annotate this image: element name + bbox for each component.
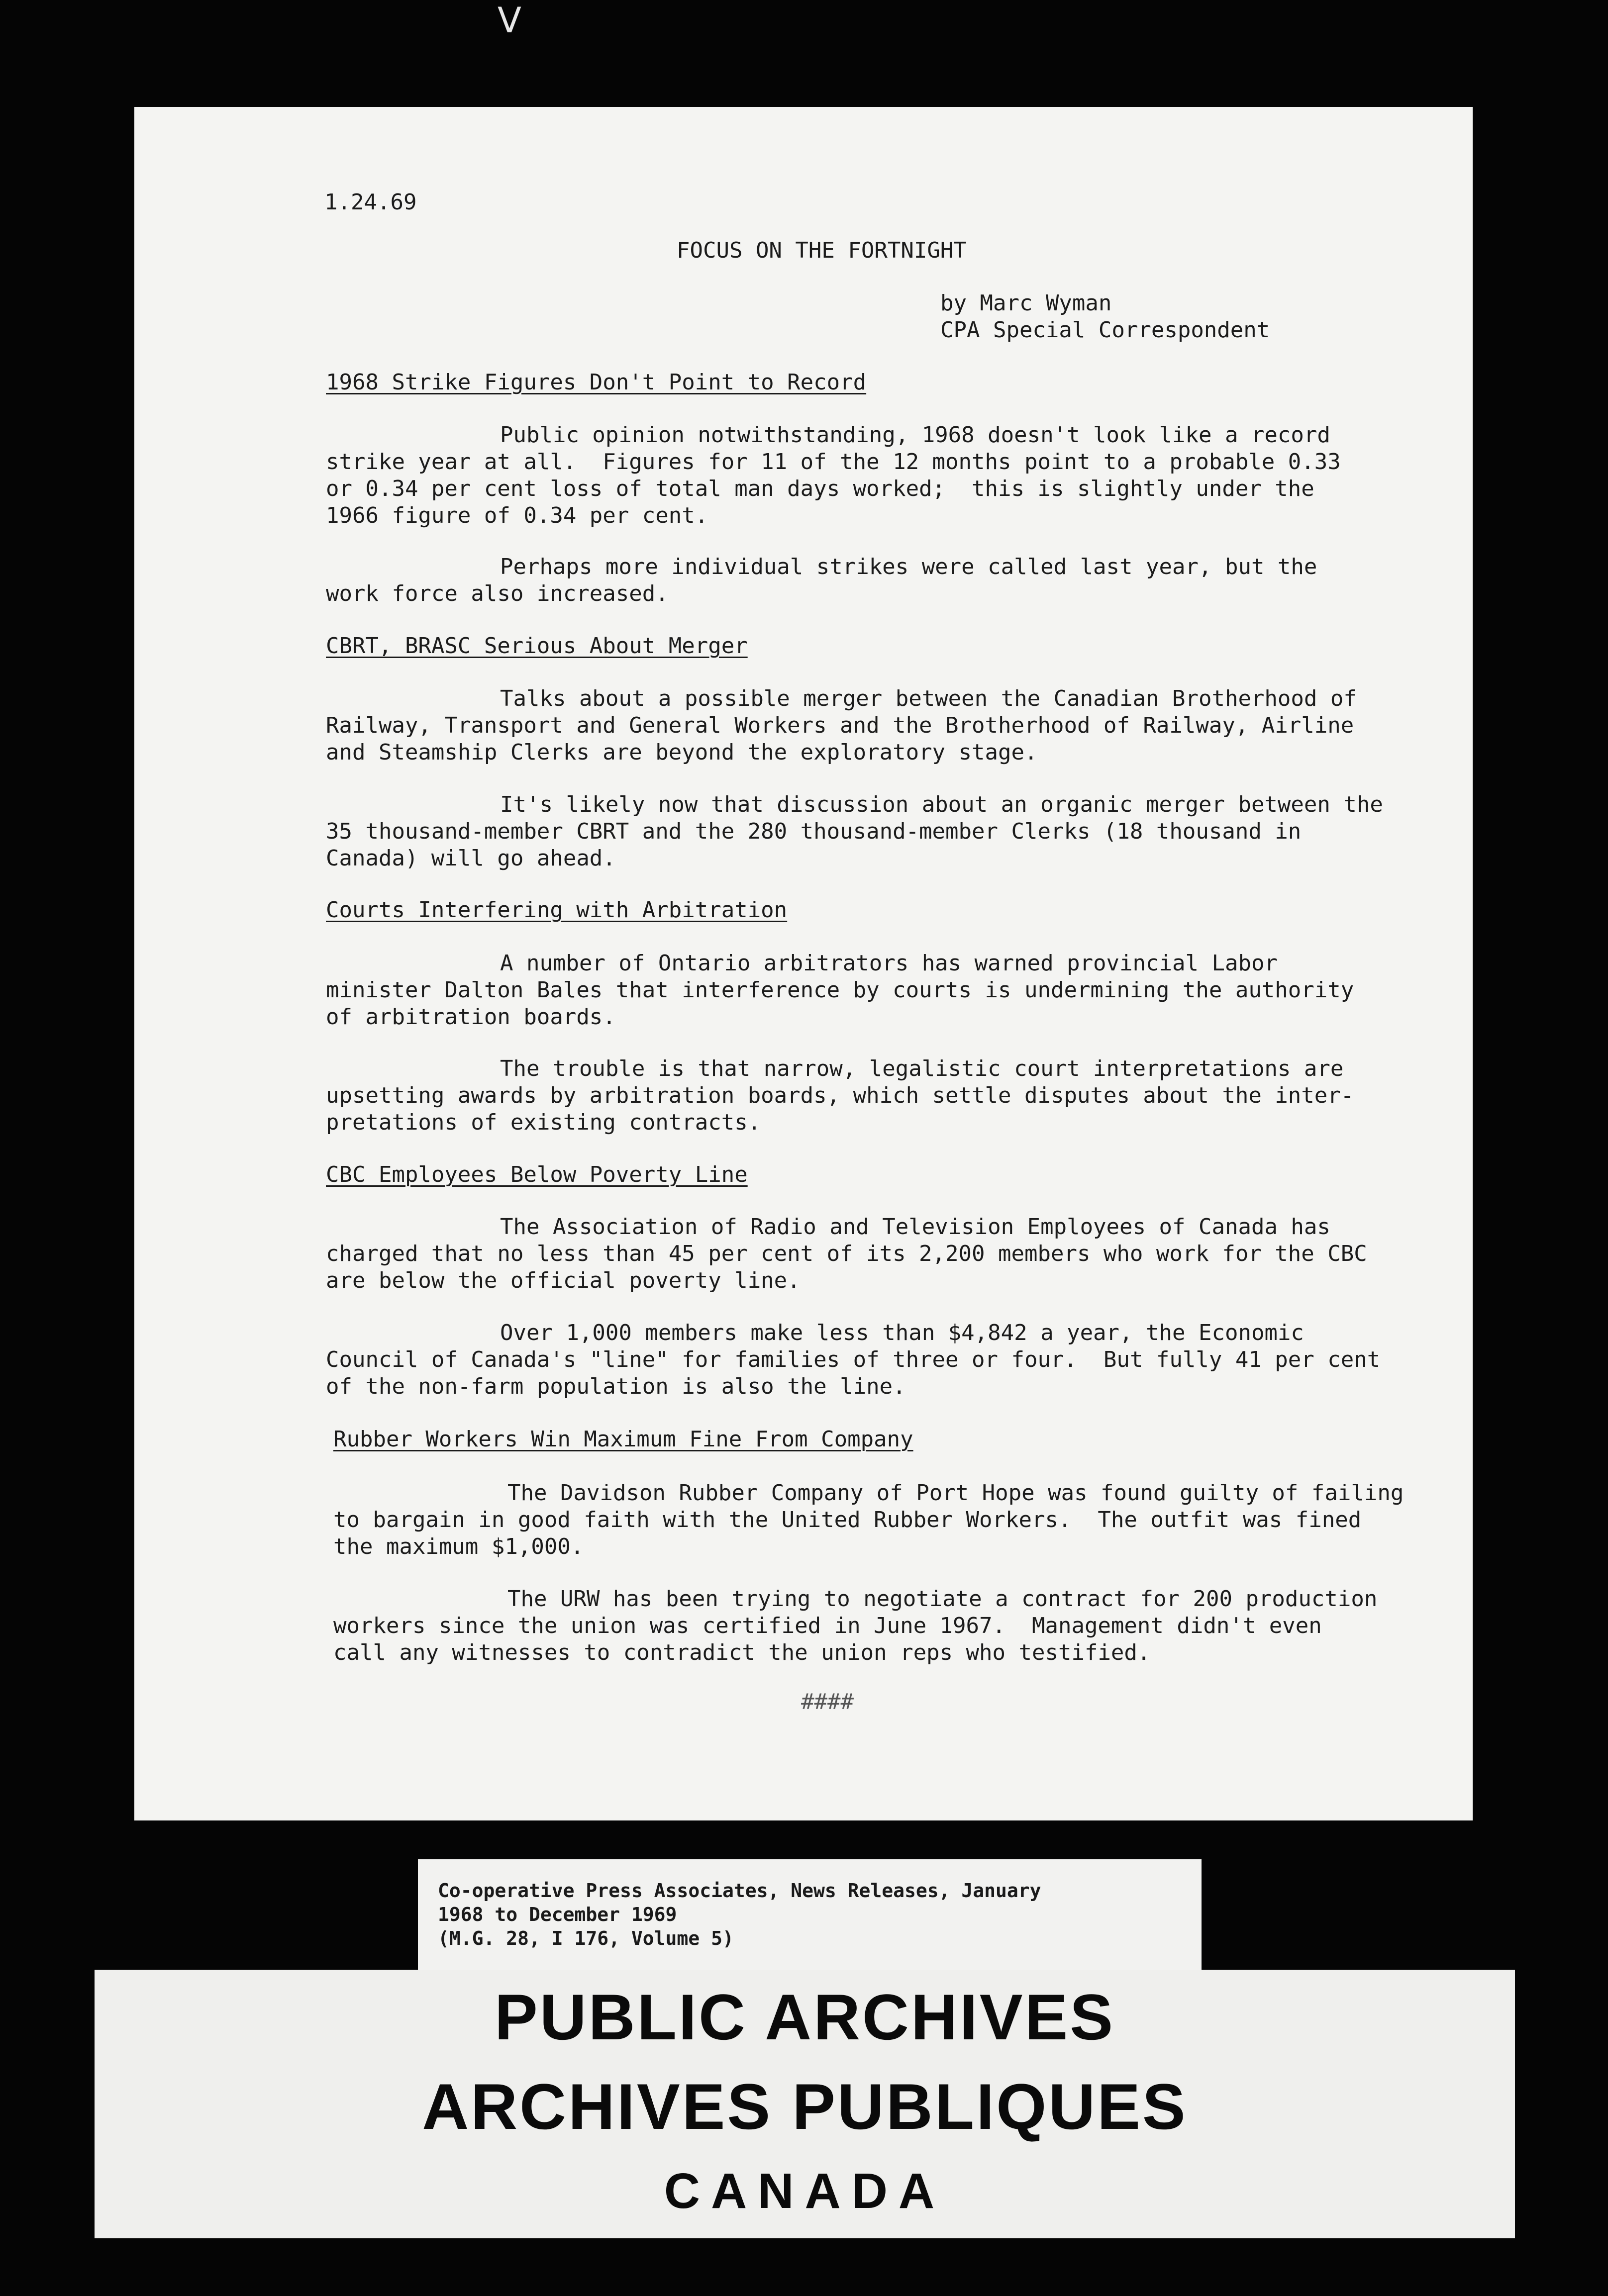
text-line: to bargain in good faith with the United Rubber Workers. The outfit was fined xyxy=(333,1507,1362,1532)
banner-line-english: PUBLIC ARCHIVES xyxy=(495,1981,1115,2053)
section-heading: 1968 Strike Figures Don't Point to Record xyxy=(326,370,867,395)
text-line: pretations of existing contracts. xyxy=(326,1110,761,1135)
text-line: minister Dalton Bales that interference by courts is undermining the authority xyxy=(326,977,1354,1003)
end-mark: #### xyxy=(801,1689,854,1715)
text-line: The trouble is that narrow, legalistic court interpretations are xyxy=(500,1056,1344,1081)
text-line: upsetting awards by arbitration boards, which settle disputes about the inter- xyxy=(326,1083,1354,1108)
banner-line-french: ARCHIVES PUBLIQUES xyxy=(422,2070,1188,2143)
section-heading: Courts Interfering with Arbitration xyxy=(326,897,788,923)
label-line: (M.G. 28, I 176, Volume 5) xyxy=(438,1927,734,1949)
paragraph xyxy=(326,791,1470,872)
label-line: Co-operative Press Associates, News Releases, January xyxy=(438,1880,1041,1902)
text-line: the maximum $1,000. xyxy=(333,1534,584,1559)
scan-check-mark: V xyxy=(498,0,521,41)
section-heading: Rubber Workers Win Maximum Fine From Company xyxy=(333,1427,913,1452)
text-line: are below the official poverty line. xyxy=(326,1268,801,1293)
text-line: call any witnesses to contradict the union reps who testified. xyxy=(333,1640,1151,1665)
text-line: Talks about a possible merger between the Canadian Brotherhood of xyxy=(500,686,1357,711)
text-line: The Association of Radio and Television Employees of Canada has xyxy=(500,1214,1330,1240)
text-line: charged that no less than 45 per cent of its 2,200 members who work for the CBC xyxy=(326,1241,1367,1266)
paragraph xyxy=(326,554,1470,607)
section-heading: CBC Employees Below Poverty Line xyxy=(326,1162,748,1187)
text-line: strike year at all. Figures for 11 of the 12 months point to a probable 0.33 xyxy=(326,449,1341,475)
text-line: Canada) will go ahead. xyxy=(326,846,616,871)
paragraph xyxy=(326,1214,1470,1294)
text-line: workers since the union was certified in June 1967. Management didn't even xyxy=(333,1613,1322,1638)
text-line: Public opinion notwithstanding, 1968 doesn't look like a record xyxy=(500,422,1330,448)
text-line: 1966 figure of 0.34 per cent. xyxy=(326,503,708,528)
text-line: Over 1,000 members make less than $4,842 a year, the Economic xyxy=(500,1320,1304,1345)
text-line: of arbitration boards. xyxy=(326,1004,616,1030)
paragraph xyxy=(326,1320,1470,1400)
paragraph xyxy=(333,1586,1478,1666)
byline-role: CPA Special Correspondent xyxy=(940,317,1270,343)
text-line: Council of Canada's "line" for families of three or four. But fully 41 per cent xyxy=(326,1347,1381,1372)
label-line: 1968 to December 1969 xyxy=(438,1904,677,1925)
archive-label xyxy=(418,1859,1202,1970)
text-line: A number of Ontario arbitrators has warned provincial Labor xyxy=(500,951,1278,976)
document-date: 1.24.69 xyxy=(324,190,417,215)
paragraph xyxy=(333,1480,1478,1560)
text-line: It's likely now that discussion about an organic merger between the xyxy=(500,792,1383,817)
paragraph xyxy=(326,1055,1470,1136)
public-archives-banner xyxy=(95,1970,1515,2238)
paragraph xyxy=(326,422,1470,529)
text-line: Perhaps more individual strikes were called last year, but the xyxy=(500,554,1317,579)
byline-author: by Marc Wyman xyxy=(940,290,1112,316)
paragraph xyxy=(326,950,1470,1031)
section-heading: CBRT, BRASC Serious About Merger xyxy=(326,633,748,659)
text-line: The Davidson Rubber Company of Port Hope was found guilty of failing xyxy=(507,1480,1404,1506)
paragraph xyxy=(326,685,1470,766)
banner-line-canada: CANADA xyxy=(664,2163,946,2219)
text-line: and Steamship Clerks are beyond the exploratory stage. xyxy=(326,740,1038,765)
text-line: of the non-farm population is also the line. xyxy=(326,1374,906,1399)
text-line: Railway, Transport and General Workers and the Brotherhood of Railway, Airline xyxy=(326,713,1354,738)
typewritten-sheet xyxy=(134,107,1473,1820)
text-line: work force also increased. xyxy=(326,581,669,606)
document-title: FOCUS ON THE FORTNIGHT xyxy=(677,238,967,263)
text-line: The URW has been trying to negotiate a contract for 200 production xyxy=(507,1586,1378,1612)
text-line: or 0.34 per cent loss of total man days worked; this is slightly under the xyxy=(326,476,1314,501)
text-line: 35 thousand-member CBRT and the 280 thousand-member Clerks (18 thousand in xyxy=(326,819,1302,844)
